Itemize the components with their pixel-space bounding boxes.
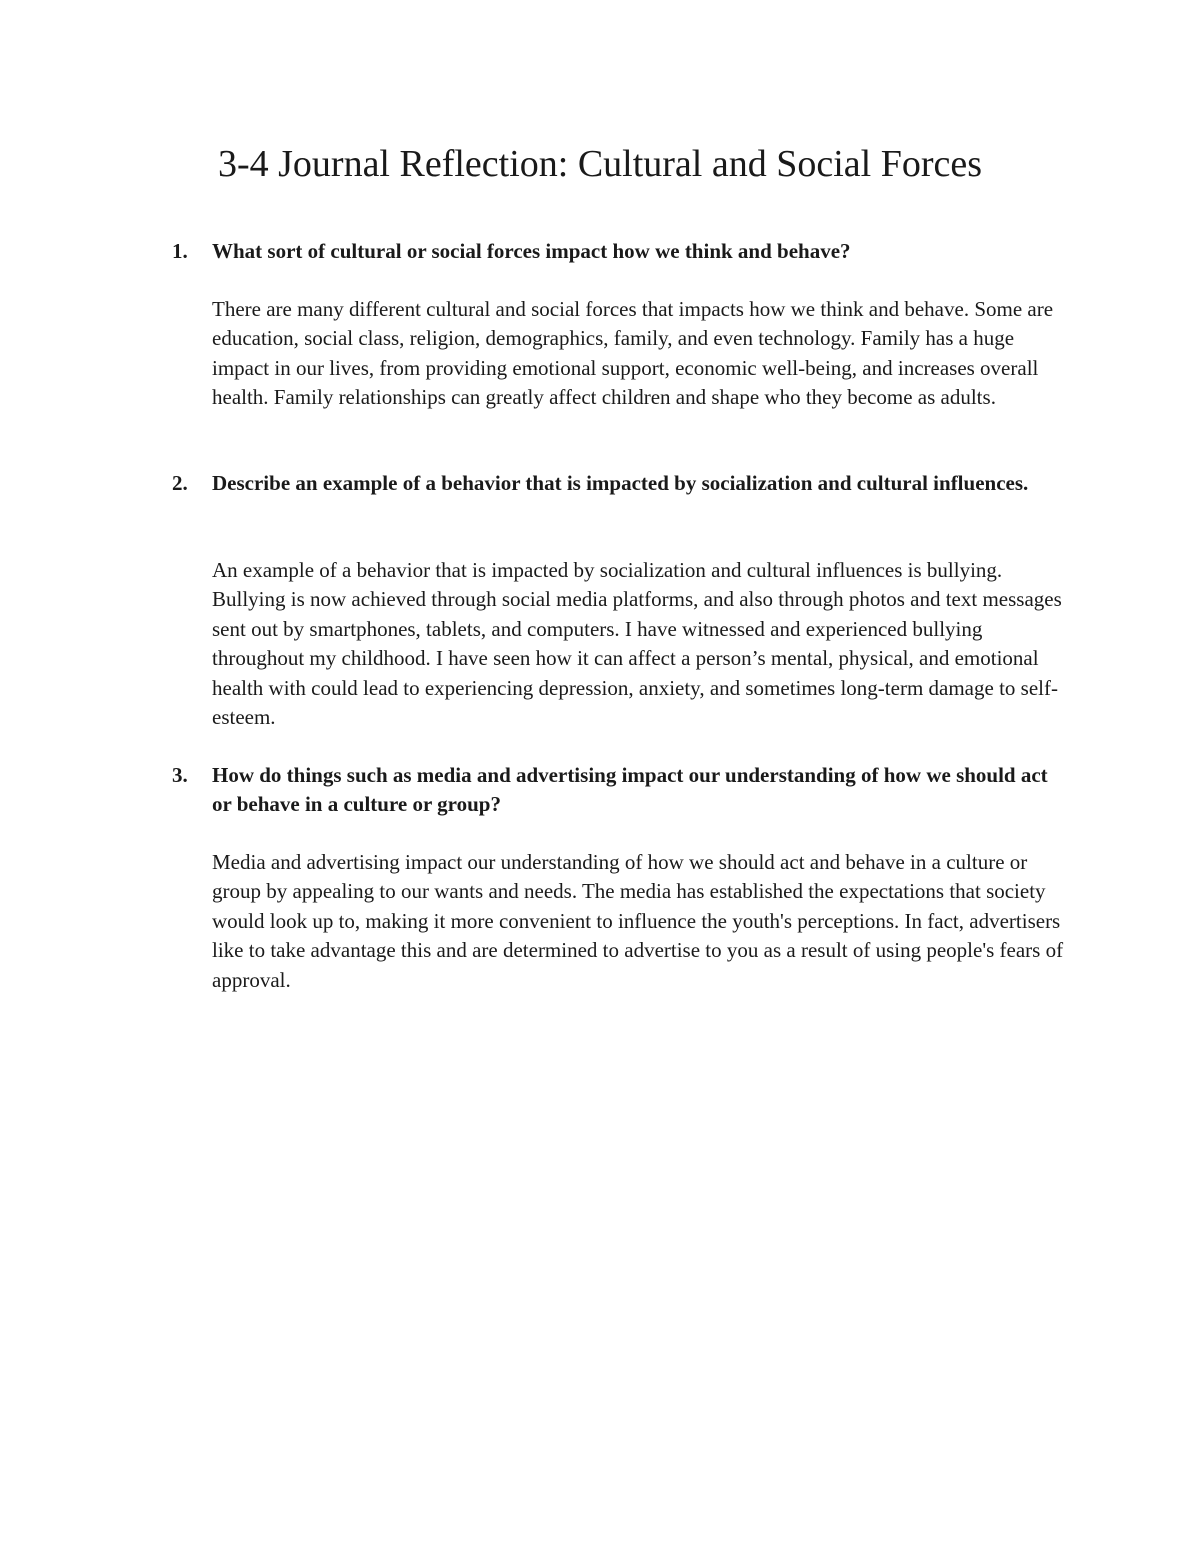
question-number: 3. xyxy=(172,763,188,787)
question-number: 2. xyxy=(172,471,188,495)
answer-text: An example of a behavior that is impacted by socialization and cultural influences is bullying. Bullying is now achieved through social media platforms, and also through photos and text messages sent out by smartphones, tablets, and computers. I have witnessed and experienced bullying throughout my childhood. I have seen how it can affect a person’s mental, physical, and emotional health with could lead to experiencing depression, anxiety, and sometimes long-term damage to self-esteem. xyxy=(212,558,1062,730)
question-text: What sort of cultural or social forces impact how we think and behave? xyxy=(212,239,851,263)
question-text: Describe an example of a behavior that is impacted by socialization and cultural influences. xyxy=(212,471,1029,495)
answer-text: Media and advertising impact our understanding of how we should act and behave in a culture or group by appealing to our wants and needs. The media has established the expectations that society would look up to, making it more convenient to influence the youth's perceptions. In fact, advertisers like to take advantage this and are determined to advertise to you as a result of using people's fears of approval. xyxy=(212,850,1064,992)
question-number: 1. xyxy=(172,239,188,263)
answer-text: There are many different cultural and social forces that impacts how we think and behave. Some are education, social class, religion, demographics, family, and even technology. Family has a huge impact in our lives, from providing emotional support, economic well-being, and increases overall health. Family relationships can greatly affect children and shape who they become as adults. xyxy=(212,297,1054,410)
question-text: How do things such as media and advertising impact our understanding of how we should act or behave in a culture or group? xyxy=(212,763,1048,816)
document-title: 3-4 Journal Reflection: Cultural and Social Forces xyxy=(217,143,983,185)
